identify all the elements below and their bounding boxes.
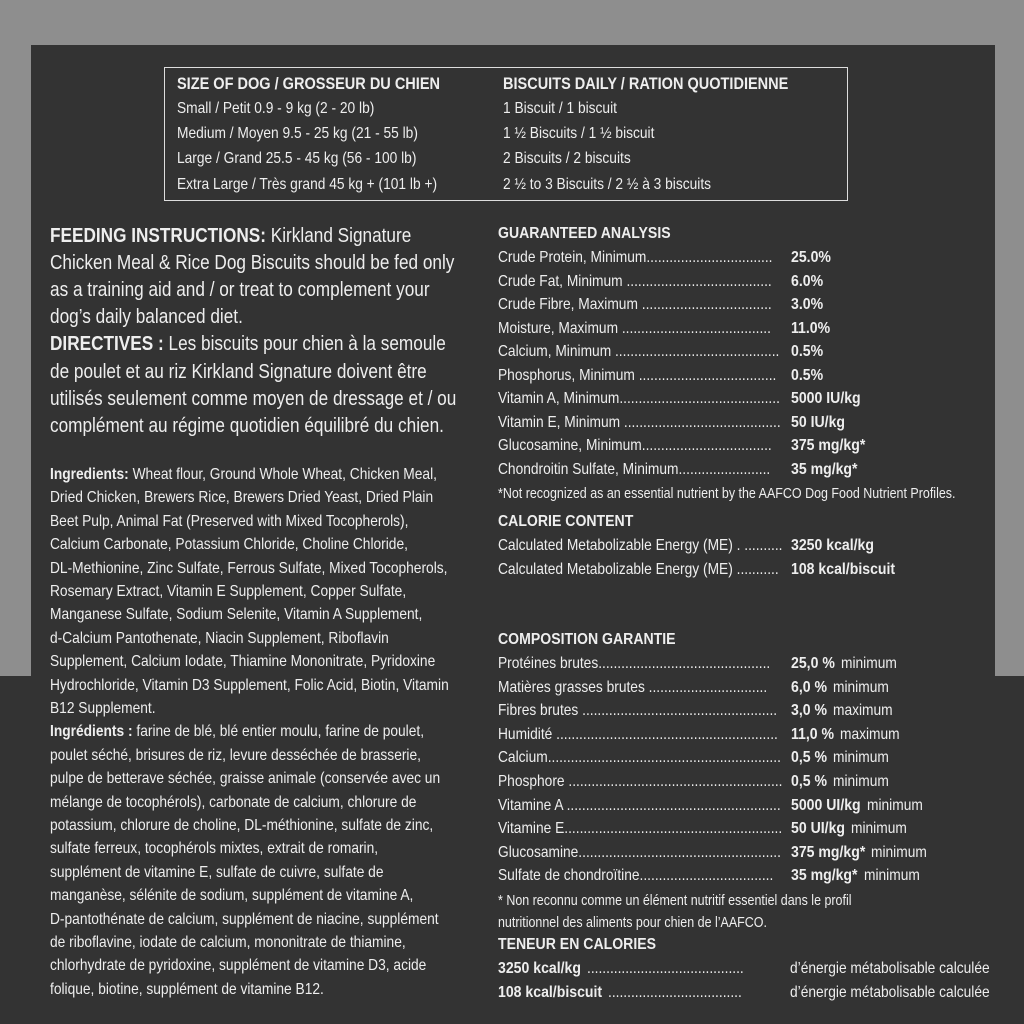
- analysis-label: Crude Protein, Minimum.................................: [498, 249, 773, 266]
- analysis-qualifier: minimum: [833, 749, 889, 767]
- composition-title: COMPOSITION GARANTIE: [498, 631, 676, 648]
- line-text: potassium, chlorure de choline, DL-méthionine, sulfate de zinc,: [50, 817, 434, 834]
- biscuits-daily: 1 Biscuit / 1 biscuit: [503, 100, 617, 117]
- text-line: [50, 627, 444, 650]
- text-line: [50, 304, 274, 331]
- line-text: Supplement, Calcium Iodate, Thiamine Mononitrate, Pyridoxine: [50, 653, 436, 671]
- text-line: [50, 674, 514, 697]
- analysis-value: 108 kcal/biscuit: [791, 560, 896, 578]
- text-line: [50, 650, 498, 673]
- biscuits-daily: 2 Biscuits / 2 biscuits: [503, 150, 631, 167]
- analysis-label: Calcium, Minimum ...........................................: [498, 343, 780, 360]
- analysis-value: 375 mg/kg*: [791, 437, 866, 454]
- composition-note-1: * Non reconnu comme un élément nutritif essentiel dans le profil: [498, 893, 852, 909]
- analysis-value: 11,0 %: [791, 725, 835, 743]
- feeding-table-header: [165, 73, 847, 95]
- analysis-qualifier: maximum: [840, 725, 900, 743]
- line-text: poulet séché, brisures de riz, levure desséchée de brasserie,: [50, 746, 421, 764]
- analysis-label: Protéines brutes.............................................: [498, 655, 771, 672]
- feeding-table-row: [165, 123, 847, 145]
- analysis-label: Moisture, Maximum .......................................: [498, 319, 771, 337]
- line-text: Kirkland Signature: [265, 225, 412, 247]
- analysis-value: 11.0%: [791, 319, 831, 337]
- analysis-value: 3.0%: [791, 296, 824, 313]
- section-label: Ingredients:: [50, 466, 129, 483]
- analysis-value: 0.5%: [791, 343, 824, 360]
- line-text: Calcium Carbonate, Potassium Chloride, Choline Chloride,: [50, 536, 408, 554]
- line-text: chlorhydrate de pyridoxine, supplément de vitamine D3, acide: [50, 957, 427, 975]
- line-text: sulfate ferreux, tocophérols mixtes, extrait de romarin,: [50, 840, 379, 858]
- dog-size: Large / Grand 25.5 - 45 kg (56 - 100 lb): [177, 150, 417, 167]
- analysis-value: 375 mg/kg*: [791, 843, 866, 861]
- teneur-value: 108 kcal/biscuit: [498, 984, 603, 1001]
- text-line: [50, 884, 472, 907]
- text-line: [50, 697, 173, 720]
- line-text: Manganese Sulfate, Sodium Selenite, Vitamin A Supplement,: [50, 606, 423, 624]
- text-line: [50, 386, 522, 413]
- analysis-label: Matières grasses brutes ...............................: [498, 678, 768, 696]
- analysis-label: Calcium.............................................................: [498, 749, 781, 767]
- line-text: Beet Pulp, Animal Fat (Preserved with Mixed Tocopherols),: [50, 512, 409, 530]
- composition-note-2: nutritionnel des aliments pour chien de l’AAFCO.: [498, 915, 767, 931]
- text-line: [50, 744, 481, 767]
- analysis-value: 50 UI/kg: [791, 820, 845, 838]
- analysis-label: Fibres brutes ...................................................: [498, 702, 778, 720]
- text-line: [50, 331, 510, 358]
- analysis-value: 35 mg/kg*: [791, 867, 858, 885]
- text-line: [50, 580, 464, 603]
- analysis-qualifier: minimum: [850, 820, 907, 838]
- analysis-value: 35 mg/kg*: [791, 460, 858, 478]
- line-text: de riboflavine, iodate de calcium, mononitrate de thiamine,: [50, 934, 406, 951]
- analysis-label: Crude Fibre, Maximum ..................................: [498, 296, 772, 313]
- text-line: [50, 463, 500, 486]
- text-line: [50, 277, 491, 304]
- line-text: as a training aid and / or treat to complement your: [50, 279, 430, 302]
- text-line: [50, 861, 438, 884]
- analysis-value: 6,0 %: [791, 678, 828, 696]
- line-text: supplément de vitamine E, sulfate de cuivre, sulfate de: [50, 863, 384, 881]
- analysis-label: Calculated Metabolizable Energy (ME) ...........: [498, 560, 779, 578]
- text-line: [50, 223, 470, 250]
- line-text: Chicken Meal & Rice Dog Biscuits should be fed only: [50, 252, 455, 275]
- line-text: pulpe de betterave séchée, graisse animale (conservée avec un: [50, 770, 441, 788]
- analysis-label: Vitamine A ........................................................: [498, 796, 781, 814]
- analysis-label: Glucosamine.....................................................: [498, 843, 781, 861]
- daily-header: BISCUITS DAILY / RATION QUOTIDIENNE: [503, 75, 789, 93]
- line-text: d-Calcium Pantothenate, Niacin Supplement, Riboflavin: [50, 629, 389, 647]
- text-line: [50, 908, 502, 931]
- text-line: [50, 954, 488, 977]
- analysis-label: Phosphorus, Minimum ....................................: [498, 366, 777, 384]
- text-line: [50, 814, 496, 837]
- line-text: utilisés seulement comme moyen de dressage et / ou: [50, 387, 457, 410]
- text-line: [50, 413, 508, 440]
- analysis-label: Crude Fat, Minimum ......................................: [498, 272, 772, 290]
- line-text: Wheat flour, Ground Whole Wheat, Chicken Meal,: [128, 466, 437, 483]
- analysis-value: 50 IU/kg: [791, 413, 845, 431]
- biscuits-daily: 2 ½ to 3 Biscuits / 2 ½ à 3 biscuits: [503, 176, 712, 193]
- analysis-value: 25,0 %: [791, 655, 835, 672]
- analysis-qualifier: minimum: [871, 843, 928, 861]
- analysis-label: Calculated Metabolizable Energy (ME) . ..........: [498, 537, 783, 554]
- text-line: [50, 791, 476, 814]
- teneur-label: d’énergie métabolisable calculée: [790, 960, 990, 977]
- teneur-value: 3250 kcal/kg: [498, 960, 581, 977]
- text-line: [50, 250, 520, 277]
- guaranteed-note: *Not recognized as an essential nutrient by the AAFCO Dog Food Nutrient Profiles.: [498, 486, 956, 502]
- line-text: farine de blé, blé entier moulu, farine de poulet,: [132, 723, 425, 741]
- text-line: [50, 720, 485, 743]
- analysis-label: Sulfate de chondroïtine...................................: [498, 867, 774, 885]
- analysis-value: 3250 kcal/kg: [791, 537, 874, 554]
- analysis-label: Glucosamine, Minimum..................................: [498, 437, 772, 454]
- analysis-label: Vitamine E.........................................................: [498, 820, 783, 838]
- analysis-value: 6.0%: [791, 272, 824, 290]
- feeding-table-row: [165, 98, 847, 120]
- analysis-qualifier: minimum: [866, 796, 923, 814]
- analysis-value: 0,5 %: [791, 773, 828, 790]
- text-line: [50, 510, 467, 533]
- line-text: Rosemary Extract, Vitamin E Supplement, Copper Sulfate,: [50, 583, 407, 600]
- teneur-title: TENEUR EN CALORIES: [498, 936, 657, 953]
- line-text: complément au régime quotidien équilibré du chien.: [50, 414, 444, 437]
- text-line: [50, 603, 483, 626]
- teneur-leader-dots: .........................................: [586, 960, 744, 977]
- guaranteed-analysis-title: GUARANTEED ANALYSIS: [498, 225, 671, 242]
- analysis-qualifier: minimum: [833, 678, 889, 696]
- size-header: SIZE OF DOG / GROSSEUR DU CHIEN: [177, 75, 441, 93]
- section-label: DIRECTIVES :: [50, 333, 164, 356]
- line-text: manganèse, sélénite de sodium, supplément de vitamine A,: [50, 887, 414, 905]
- line-text: Les biscuits pour chien à la semoule: [163, 333, 446, 356]
- teneur-leader-dots: ...................................: [608, 984, 742, 1001]
- text-line: [50, 837, 432, 860]
- text-line: [50, 931, 464, 954]
- dog-size: Medium / Moyen 9.5 - 25 kg (21 - 55 lb): [177, 125, 418, 142]
- analysis-value: 5000 UI/kg: [791, 796, 861, 814]
- line-text: Dried Chicken, Brewers Rice, Brewers Dried Yeast, Dried Plain: [50, 489, 434, 507]
- feeding-table: [164, 67, 848, 201]
- analysis-value: 3,0 %: [791, 702, 828, 720]
- feeding-table-row: [165, 148, 847, 170]
- analysis-label: Vitamin E, Minimum .........................................: [498, 413, 781, 431]
- line-text: DL-Methionine, Zinc Sulfate, Ferrous Sulfate, Mixed Tocopherols,: [50, 559, 448, 577]
- text-line: [50, 767, 504, 790]
- text-line: [50, 557, 512, 580]
- text-line: [50, 486, 496, 509]
- analysis-label: Humidité ..........................................................: [498, 725, 778, 743]
- analysis-label: Vitamin A, Minimum..........................................: [498, 390, 780, 407]
- section-label: Ingrédients :: [50, 723, 133, 741]
- line-text: dog’s daily balanced diet.: [50, 306, 243, 329]
- analysis-qualifier: minimum: [863, 867, 920, 885]
- analysis-value: 5000 IU/kg: [791, 390, 861, 407]
- calorie-content-title: CALORIE CONTENT: [498, 513, 634, 530]
- teneur-label: d’énergie métabolisable calculée: [790, 984, 990, 1001]
- dog-size: Extra Large / Très grand 45 kg + (101 lb +): [177, 176, 438, 193]
- analysis-value: 0,5 %: [791, 749, 828, 767]
- line-text: de poulet et au riz Kirkland Signature doivent être: [50, 360, 427, 383]
- line-text: Hydrochloride, Vitamin D3 Supplement, Folic Acid, Biotin, Vitamin: [50, 676, 449, 694]
- line-text: D-pantothénate de calcium, supplément de niacine, supplément: [50, 910, 439, 928]
- analysis-qualifier: minimum: [840, 655, 897, 672]
- text-line: [50, 359, 488, 386]
- analysis-label: Phosphore ........................................................: [498, 773, 783, 790]
- section-label: FEEDING INSTRUCTIONS:: [50, 225, 266, 247]
- line-text: B12 Supplement.: [50, 700, 156, 717]
- analysis-qualifier: minimum: [833, 773, 889, 790]
- analysis-value: 25.0%: [791, 249, 831, 266]
- text-line: [50, 978, 368, 1001]
- analysis-value: 0.5%: [791, 366, 824, 384]
- text-line: [50, 533, 466, 556]
- analysis-qualifier: maximum: [833, 702, 893, 720]
- line-text: folique, biotine, supplément de vitamine B12.: [50, 980, 324, 998]
- analysis-label: Chondroitin Sulfate, Minimum........................: [498, 460, 771, 478]
- line-text: mélange de tocophérols), carbonate de calcium, chlorure de: [50, 793, 417, 811]
- biscuits-daily: 1 ½ Biscuits / 1 ½ biscuit: [503, 125, 655, 142]
- feeding-table-row: [165, 174, 847, 196]
- dog-size: Small / Petit 0.9 - 9 kg (2 - 20 lb): [177, 100, 375, 117]
